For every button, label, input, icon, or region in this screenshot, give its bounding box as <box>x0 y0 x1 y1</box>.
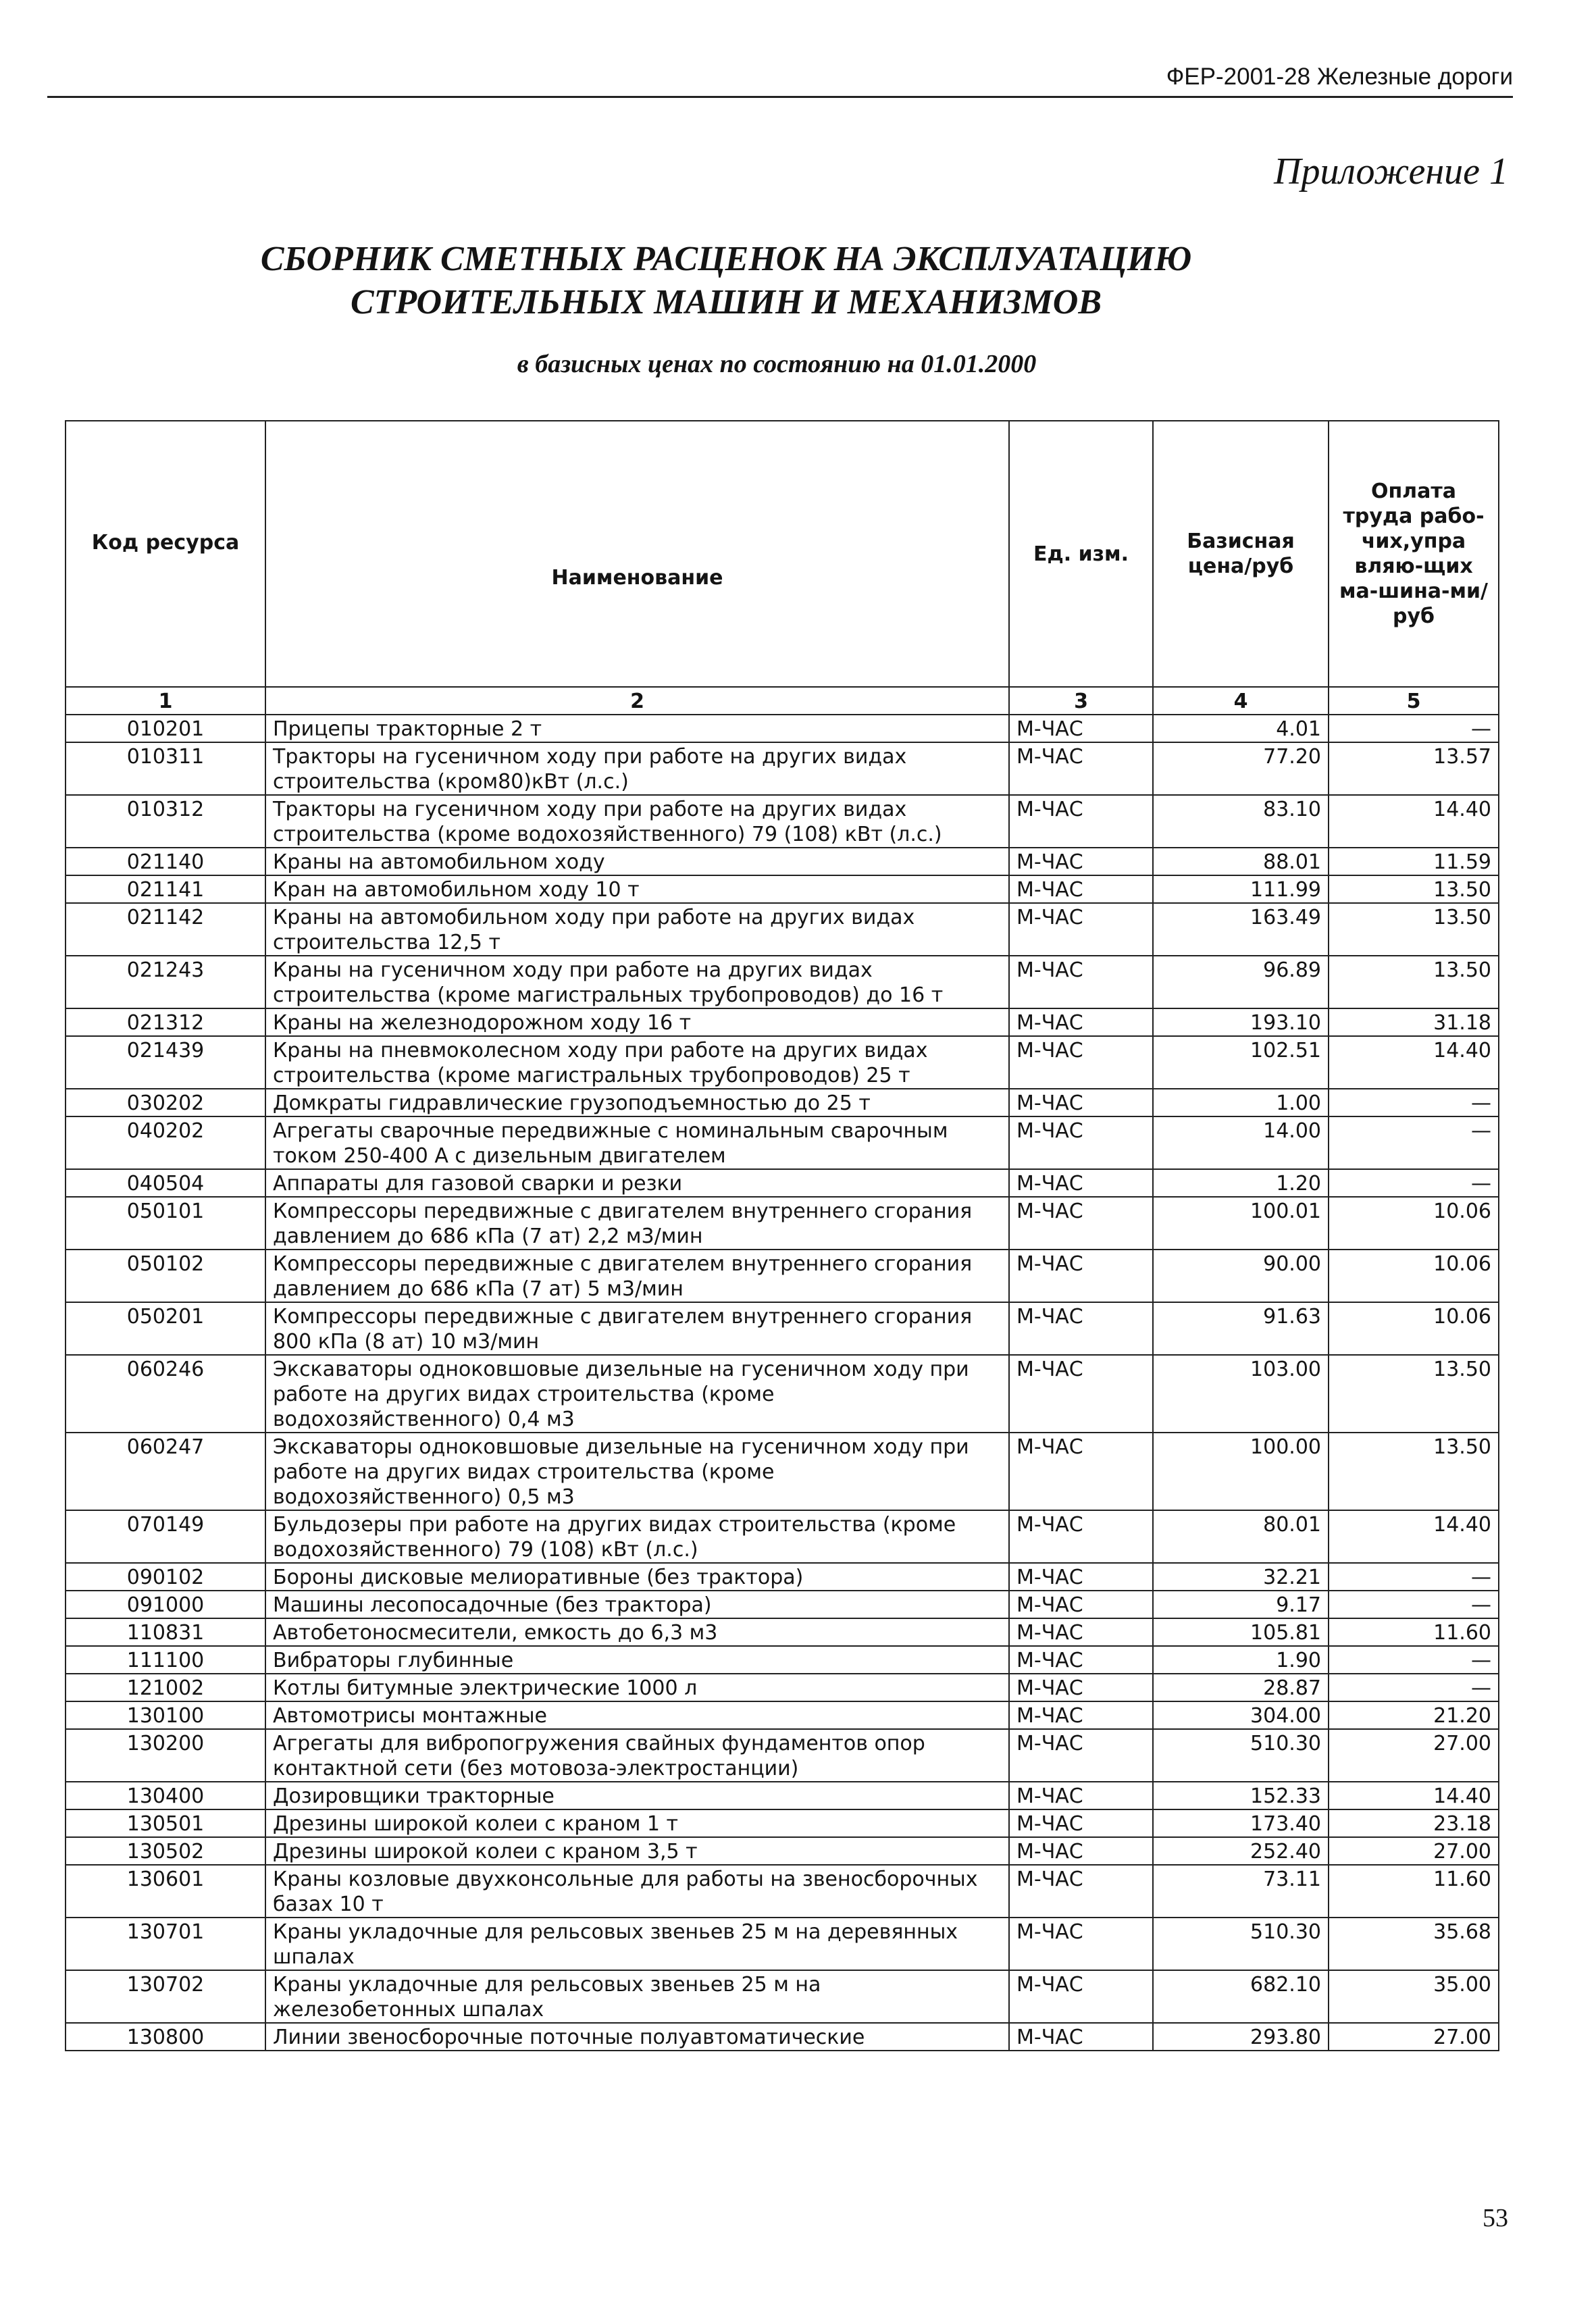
cell-name: Домкраты гидравлические грузоподъемностью до 25 т <box>265 1089 1009 1116</box>
cell-code: 130702 <box>66 1970 265 2023</box>
cell-labor: 11.60 <box>1329 1618 1499 1646</box>
column-number: 5 <box>1329 687 1499 715</box>
cell-code: 130601 <box>66 1865 265 1918</box>
cell-code: 010312 <box>66 795 265 848</box>
table-row <box>66 1837 1499 1865</box>
cell-unit: М-ЧАС <box>1009 1250 1153 1302</box>
column-number-row <box>66 687 1499 715</box>
cell-labor: — <box>1329 1169 1499 1197</box>
cell-name: Экскаваторы одноковшовые дизельные на гусеничном ходу при работе на других видах строительства (кроме водохозяйственного) 0,4 м3 <box>265 1355 1009 1433</box>
cell-price: 80.01 <box>1153 1510 1329 1563</box>
cell-price: 152.33 <box>1153 1782 1329 1809</box>
cell-labor: — <box>1329 1089 1499 1116</box>
cell-price: 100.00 <box>1153 1433 1329 1510</box>
cell-code: 021141 <box>66 875 265 903</box>
cell-name: Дозировщики тракторные <box>265 1782 1009 1809</box>
table-row <box>66 1355 1499 1433</box>
cell-labor: — <box>1329 1646 1499 1674</box>
cell-price: 102.51 <box>1153 1036 1329 1089</box>
table-row <box>66 795 1499 848</box>
cell-unit: М-ЧАС <box>1009 1089 1153 1116</box>
table-row <box>66 1250 1499 1302</box>
cell-unit: М-ЧАС <box>1009 1169 1153 1197</box>
cell-code: 021243 <box>66 956 265 1008</box>
column-header-price: Базисная цена/руб <box>1153 421 1329 687</box>
cell-labor: — <box>1329 715 1499 742</box>
cell-price: 510.30 <box>1153 1918 1329 1970</box>
table-row <box>66 1618 1499 1646</box>
cell-name: Автобетоносмесители, емкость до 6,3 м3 <box>265 1618 1009 1646</box>
cell-unit: М-ЧАС <box>1009 1782 1153 1809</box>
cell-code: 060246 <box>66 1355 265 1433</box>
table-row <box>66 715 1499 742</box>
cell-unit: М-ЧАС <box>1009 875 1153 903</box>
table-row <box>66 848 1499 875</box>
cell-code: 040202 <box>66 1116 265 1169</box>
cell-price: 304.00 <box>1153 1701 1329 1729</box>
cell-labor: 10.06 <box>1329 1250 1499 1302</box>
table-row <box>66 1089 1499 1116</box>
document-subtitle: в базисных ценах по состоянию на 01.01.2000 <box>517 350 1037 378</box>
table-row <box>66 1563 1499 1591</box>
cell-price: 32.21 <box>1153 1563 1329 1591</box>
cell-unit: М-ЧАС <box>1009 715 1153 742</box>
cell-unit: М-ЧАС <box>1009 956 1153 1008</box>
cell-unit: М-ЧАС <box>1009 1008 1153 1036</box>
table-row <box>66 1116 1499 1169</box>
cell-labor: — <box>1329 1116 1499 1169</box>
cell-unit: М-ЧАС <box>1009 1618 1153 1646</box>
cell-price: 14.00 <box>1153 1116 1329 1169</box>
table-row <box>66 1674 1499 1701</box>
cell-name: Аппараты для газовой сварки и резки <box>265 1169 1009 1197</box>
cell-unit: М-ЧАС <box>1009 2023 1153 2051</box>
table-row <box>66 903 1499 956</box>
cell-price: 73.11 <box>1153 1865 1329 1918</box>
cell-price: 88.01 <box>1153 848 1329 875</box>
rates-table-body <box>66 421 1499 2051</box>
cell-name: Кран на автомобильном ходу 10 т <box>265 875 1009 903</box>
cell-code: 130100 <box>66 1701 265 1729</box>
cell-unit: М-ЧАС <box>1009 742 1153 795</box>
cell-labor: 13.57 <box>1329 742 1499 795</box>
cell-name: Машины лесопосадочные (без трактора) <box>265 1591 1009 1618</box>
table-header-row <box>66 421 1499 687</box>
cell-labor: 35.68 <box>1329 1918 1499 1970</box>
table-row <box>66 1782 1499 1809</box>
cell-unit: М-ЧАС <box>1009 1433 1153 1510</box>
cell-price: 111.99 <box>1153 875 1329 903</box>
cell-name: Дрезины широкой колеи с краном 3,5 т <box>265 1837 1009 1865</box>
cell-labor: 14.40 <box>1329 1510 1499 1563</box>
cell-price: 1.90 <box>1153 1646 1329 1674</box>
cell-unit: М-ЧАС <box>1009 848 1153 875</box>
table-row <box>66 1646 1499 1674</box>
cell-labor: 10.06 <box>1329 1197 1499 1250</box>
cell-price: 293.80 <box>1153 2023 1329 2051</box>
column-number: 3 <box>1009 687 1153 715</box>
running-header: ФЕР-2001-28 Железные дороги <box>47 58 1513 98</box>
cell-unit: М-ЧАС <box>1009 1809 1153 1837</box>
cell-labor: — <box>1329 1674 1499 1701</box>
table-row <box>66 956 1499 1008</box>
cell-name: Агрегаты сварочные передвижные с номинальным сварочным током 250-400 А с дизельным двигателем <box>265 1116 1009 1169</box>
column-header-name: Наименование <box>265 421 1009 687</box>
cell-code: 010311 <box>66 742 265 795</box>
cell-unit: М-ЧАС <box>1009 1918 1153 1970</box>
cell-price: 103.00 <box>1153 1355 1329 1433</box>
cell-labor: 10.06 <box>1329 1302 1499 1355</box>
table-row <box>66 742 1499 795</box>
table-row <box>66 875 1499 903</box>
cell-code: 070149 <box>66 1510 265 1563</box>
cell-name: Экскаваторы одноковшовые дизельные на гусеничном ходу при работе на других видах строительства (кроме водохозяйственного) 0,5 м3 <box>265 1433 1009 1510</box>
cell-price: 163.49 <box>1153 903 1329 956</box>
cell-labor: 14.40 <box>1329 1782 1499 1809</box>
column-header-code: Код ресурса <box>66 421 265 687</box>
cell-price: 1.00 <box>1153 1089 1329 1116</box>
cell-unit: М-ЧАС <box>1009 1701 1153 1729</box>
cell-name: Котлы битумные электрические 1000 л <box>265 1674 1009 1701</box>
cell-code: 060247 <box>66 1433 265 1510</box>
cell-unit: М-ЧАС <box>1009 1674 1153 1701</box>
table-row <box>66 1036 1499 1089</box>
cell-price: 105.81 <box>1153 1618 1329 1646</box>
cell-name: Линии звеносборочные поточные полуавтоматические <box>265 2023 1009 2051</box>
cell-unit: М-ЧАС <box>1009 795 1153 848</box>
cell-code: 130501 <box>66 1809 265 1837</box>
column-header-labor: Оплата труда рабо-чих,упра вляю-щих ма-шина-ми/руб <box>1329 421 1499 687</box>
cell-name: Краны на автомобильном ходу <box>265 848 1009 875</box>
table-row <box>66 1865 1499 1918</box>
table-row <box>66 1510 1499 1563</box>
appendix-label: Приложение 1 <box>1274 151 1508 192</box>
cell-labor: 14.40 <box>1329 1036 1499 1089</box>
cell-name: Дрезины широкой колеи с краном 1 т <box>265 1809 1009 1837</box>
cell-code: 050201 <box>66 1302 265 1355</box>
cell-name: Вибраторы глубинные <box>265 1646 1009 1674</box>
cell-code: 110831 <box>66 1618 265 1646</box>
title-line-2: СТРОИТЕЛЬНЫХ МАШИН И МЕХАНИЗМОВ <box>350 283 1102 322</box>
cell-labor: 11.60 <box>1329 1865 1499 1918</box>
title-line-1: СБОРНИК СМЕТНЫХ РАСЦЕНОК НА ЭКСПЛУАТАЦИЮ <box>260 240 1192 278</box>
cell-unit: М-ЧАС <box>1009 1970 1153 2023</box>
cell-labor: 35.00 <box>1329 1970 1499 2023</box>
table-row <box>66 1918 1499 1970</box>
cell-name: Краны козловые двухконсольные для работы на звеносборочных базах 10 т <box>265 1865 1009 1918</box>
cell-code: 021312 <box>66 1008 265 1036</box>
cell-unit: М-ЧАС <box>1009 1036 1153 1089</box>
cell-name: Краны укладочные для рельсовых звеньев 25 м на железобетонных шпалах <box>265 1970 1009 2023</box>
cell-labor: 14.40 <box>1329 795 1499 848</box>
cell-price: 682.10 <box>1153 1970 1329 2023</box>
cell-unit: М-ЧАС <box>1009 1116 1153 1169</box>
cell-name: Тракторы на гусеничном ходу при работе на других видах строительства (кроме водохозяйственного) 79 (108) кВт (л.с.) <box>265 795 1009 848</box>
cell-price: 9.17 <box>1153 1591 1329 1618</box>
cell-code: 021142 <box>66 903 265 956</box>
cell-code: 030202 <box>66 1089 265 1116</box>
column-number: 2 <box>265 687 1009 715</box>
cell-name: Компрессоры передвижные с двигателем внутреннего сгорания 800 кПа (8 ат) 10 м3/мин <box>265 1302 1009 1355</box>
cell-labor: 13.50 <box>1329 1355 1499 1433</box>
cell-code: 050102 <box>66 1250 265 1302</box>
cell-code: 010201 <box>66 715 265 742</box>
cell-code: 090102 <box>66 1563 265 1591</box>
cell-unit: М-ЧАС <box>1009 1865 1153 1918</box>
cell-unit: М-ЧАС <box>1009 903 1153 956</box>
cell-unit: М-ЧАС <box>1009 1197 1153 1250</box>
cell-code: 130800 <box>66 2023 265 2051</box>
cell-code: 111100 <box>66 1646 265 1674</box>
cell-name: Агрегаты для вибропогружения свайных фундаментов опор контактной сети (без мотовоза-электростанции) <box>265 1729 1009 1782</box>
cell-unit: М-ЧАС <box>1009 1510 1153 1563</box>
cell-unit: М-ЧАС <box>1009 1729 1153 1782</box>
cell-price: 83.10 <box>1153 795 1329 848</box>
cell-price: 96.89 <box>1153 956 1329 1008</box>
cell-code: 121002 <box>66 1674 265 1701</box>
table-row <box>66 1433 1499 1510</box>
cell-code: 130400 <box>66 1782 265 1809</box>
cell-price: 1.20 <box>1153 1169 1329 1197</box>
cell-name: Краны на автомобильном ходу при работе на других видах строительства 12,5 т <box>265 903 1009 956</box>
table-row <box>66 1701 1499 1729</box>
table-row <box>66 1970 1499 2023</box>
cell-unit: М-ЧАС <box>1009 1563 1153 1591</box>
cell-price: 252.40 <box>1153 1837 1329 1865</box>
table-row <box>66 1591 1499 1618</box>
cell-price: 90.00 <box>1153 1250 1329 1302</box>
table-row <box>66 1169 1499 1197</box>
table-row <box>66 1302 1499 1355</box>
cell-price: 28.87 <box>1153 1674 1329 1701</box>
cell-code: 040504 <box>66 1169 265 1197</box>
cell-unit: М-ЧАС <box>1009 1591 1153 1618</box>
cell-code: 091000 <box>66 1591 265 1618</box>
cell-name: Краны на железнодорожном ходу 16 т <box>265 1008 1009 1036</box>
page-number: 53 <box>1483 2204 1508 2232</box>
cell-name: Бульдозеры при работе на других видах строительства (кроме водохозяйственного) 79 (108) кВт (л.с.) <box>265 1510 1009 1563</box>
cell-name: Краны на гусеничном ходу при работе на других видах строительства (кроме магистральных трубопроводов) до 16 т <box>265 956 1009 1008</box>
cell-labor: 23.18 <box>1329 1809 1499 1837</box>
column-number: 1 <box>66 687 265 715</box>
cell-price: 4.01 <box>1153 715 1329 742</box>
cell-labor: 27.00 <box>1329 2023 1499 2051</box>
cell-name: Краны укладочные для рельсовых звеньев 25 м на деревянных шпалах <box>265 1918 1009 1970</box>
cell-price: 91.63 <box>1153 1302 1329 1355</box>
cell-labor: 13.50 <box>1329 875 1499 903</box>
cell-code: 021439 <box>66 1036 265 1089</box>
cell-name: Тракторы на гусеничном ходу при работе на других видах строительства (кром80)кВт (л.с.) <box>265 742 1009 795</box>
cell-labor: 27.00 <box>1329 1837 1499 1865</box>
cell-labor: — <box>1329 1563 1499 1591</box>
cell-labor: 27.00 <box>1329 1729 1499 1782</box>
cell-code: 130502 <box>66 1837 265 1865</box>
column-header-unit: Ед. изм. <box>1009 421 1153 687</box>
cell-labor: 13.50 <box>1329 903 1499 956</box>
cell-name: Прицепы тракторные 2 т <box>265 715 1009 742</box>
cell-name: Компрессоры передвижные с двигателем внутреннего сгорания давлением до 686 кПа (7 ат) 2,2 м3/мин <box>265 1197 1009 1250</box>
cell-labor: 21.20 <box>1329 1701 1499 1729</box>
cell-labor: 13.50 <box>1329 1433 1499 1510</box>
cell-code: 021140 <box>66 848 265 875</box>
column-number: 4 <box>1153 687 1329 715</box>
cell-unit: М-ЧАС <box>1009 1837 1153 1865</box>
cell-labor: 31.18 <box>1329 1008 1499 1036</box>
cell-price: 77.20 <box>1153 742 1329 795</box>
cell-unit: М-ЧАС <box>1009 1302 1153 1355</box>
rates-table <box>65 420 1499 2051</box>
cell-name: Компрессоры передвижные с двигателем внутреннего сгорания давлением до 686 кПа (7 ат) 5 м3/мин <box>265 1250 1009 1302</box>
cell-labor: — <box>1329 1591 1499 1618</box>
cell-name: Краны на пневмоколесном ходу при работе на других видах строительства (кроме магистральных трубопроводов) 25 т <box>265 1036 1009 1089</box>
table-row <box>66 1729 1499 1782</box>
cell-name: Автомотрисы монтажные <box>265 1701 1009 1729</box>
cell-code: 130701 <box>66 1918 265 1970</box>
cell-price: 100.01 <box>1153 1197 1329 1250</box>
cell-name: Бороны дисковые мелиоративные (без трактора) <box>265 1563 1009 1591</box>
table-row <box>66 1008 1499 1036</box>
cell-unit: М-ЧАС <box>1009 1646 1153 1674</box>
cell-unit: М-ЧАС <box>1009 1355 1153 1433</box>
cell-price: 173.40 <box>1153 1809 1329 1837</box>
table-row <box>66 2023 1499 2051</box>
table-row <box>66 1197 1499 1250</box>
cell-price: 193.10 <box>1153 1008 1329 1036</box>
cell-code: 050101 <box>66 1197 265 1250</box>
cell-labor: 11.59 <box>1329 848 1499 875</box>
cell-price: 510.30 <box>1153 1729 1329 1782</box>
cell-labor: 13.50 <box>1329 956 1499 1008</box>
table-row <box>66 1809 1499 1837</box>
cell-code: 130200 <box>66 1729 265 1782</box>
document-title <box>223 238 1229 324</box>
